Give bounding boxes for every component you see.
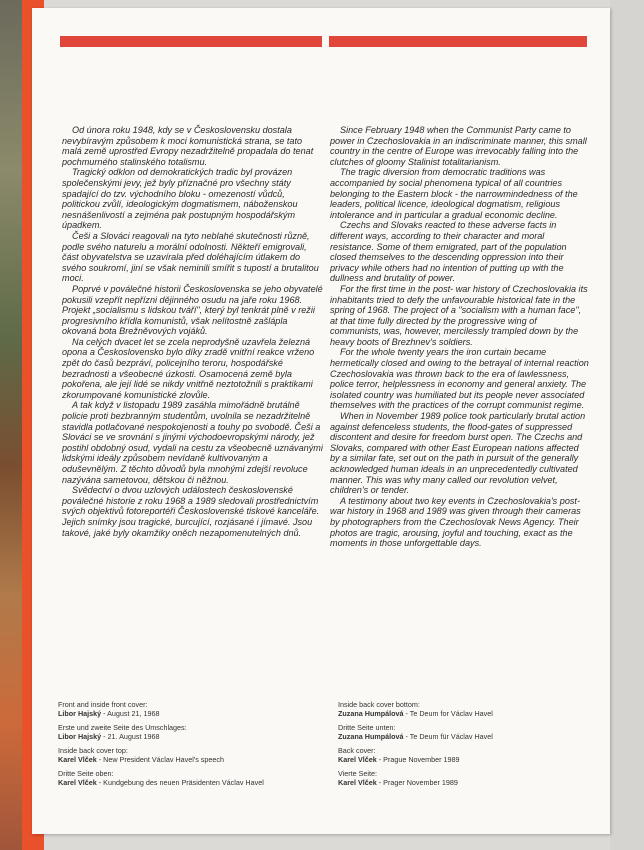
credit-detail: - Te Deum für Václav Havel: [403, 732, 493, 741]
credit-detail: - New President Václav Havel's speech: [96, 755, 224, 764]
paragraph: Since February 1948 when the Communist Party came to power in Czechoslovakia in an indiscriminate manner, this small country in the centre of Europe was irrevocably falling into the clutches of gloomy Stalinist totalitarianism.: [330, 125, 587, 167]
photo-credit: [58, 746, 308, 764]
credit-detail: - 21. August 1968: [101, 732, 160, 741]
photographer-name: Karel Vlček: [58, 755, 97, 764]
czech-text-column: [62, 125, 324, 538]
photo-credits-left: [58, 700, 308, 792]
photo-credit: [58, 769, 308, 787]
paragraph: For the first time in the post- war history of Czechoslovakia its inhabitants tried to defy the unfavourable historical fate in the spring of 1968. The project of a "socialism with a human face", at that time fully directed by the progressive wing of communists, was, however, mercilessly trampled down by the heavy boots of Brezhnev's soldiers.: [330, 283, 588, 347]
paragraph: The tragic diversion from democratic traditions was accompanied by social phenomena typical of all countries belonging to the Eastern block - the narrowmindedness of the leaders, political licence, ideological dogmatism, religious intolerance and in particular a gradual economic decline.: [330, 167, 578, 220]
photographer-name: Libor Hajský: [58, 732, 102, 741]
paragraph: Od února roku 1948, kdy se v Československu dostala nevybíravým způsobem k moci komunistická strana, se tato malá země uprostřed Evropy nezadržitelně propadala do tenat pochmurného stalinského totalismu.: [62, 125, 314, 167]
paragraph: For the whole twenty years the iron curtain became hermetically closed and owing to the betrayal of internal reaction Czechoslovakia was thrown back to the era of lawlessness, police terror, helplessness in economy and general anxiety. The isolated country was humiliated but its people never associated themselves with the practices of the corrupt communist regime.: [330, 347, 589, 411]
photographer-name: Karel Vlček: [58, 778, 97, 787]
paragraph: Svědectví o dvou uzlových událostech československé poválečné historie z roku 1968 a 1989 sledovali prostřednictvím svých objektivů fotoreportéři Československé tiskové kanceláře. Jejich snímky jsou tragické, burcující, rozjásané i jímavé. Jsou takové, jaké byly okamžiky oněch nezapomenutelných dnů.: [62, 485, 320, 538]
paragraph: Na celých dvacet let se zcela neprodyšně uzavřela železná opona a Československo bylo díky zradě vnitřní reakce vrženo zpět do časů bezpráví, policejního teroru, hospodářské bezradnosti a všeobecné úzkosti. Osamocená země byla pokořena, ale její lidé se nikdy vnitřně neztotožnili s praktikami zkorumpované komunistické zlovůle.: [62, 336, 315, 400]
credit-detail: - Te Deum for Václav Havel: [403, 709, 493, 718]
table-surface: [610, 0, 644, 850]
photographer-name: Zuzana Humpálová: [338, 732, 404, 741]
credit-label: Dritte Seite oben:: [58, 769, 114, 778]
photo-credit: [338, 700, 588, 718]
paragraph: Poprvé v poválečné historii Československa se jeho obyvatelé pokusili vzepřít nepřízni dějinného osudu na jaře roku 1968. Projekt „socialismu s lidskou tváří", který byl tenkrát plně v režii progresivního křídla komunistů, však nelítostně zašlápla okovaná bota Brežněvových vojáků.: [62, 283, 323, 337]
credit-detail: - Kundgebung des neuen Präsidenten Václav Havel: [96, 778, 264, 787]
photo-credit: [338, 723, 588, 741]
paragraph: When in November 1989 police took particularly brutal action against defenceless students, the flood-gates of suppressed discontent and desire for freedom burst open. The Czechs and Slovaks, compared with other East European nations affected by a similar fate, set out on the path in pursuit of the generally acknowledged human ideals in an unprecedentedly cultivated manner. This was why many called our revolution velvet, children's or tender.: [330, 411, 586, 496]
credit-detail: - Prague November 1989: [376, 755, 460, 764]
credit-label: Front and inside front cover:: [58, 700, 148, 709]
photo-credits-right: [338, 700, 588, 792]
header-bar-right: [329, 36, 587, 47]
photographer-name: Zuzana Humpálová: [338, 709, 404, 718]
paragraph: Czechs and Slovaks reacted to these adverse facts in different ways, according to their character and moral resistance. Some of them emigrated, part of the population closed themselves to the descending oppression into their privacy while others had no intention of putting up with the dullness and brutality of power.: [330, 220, 567, 284]
credit-detail: - August 21, 1968: [101, 709, 160, 718]
paragraph: Tragický odklon od demokratických tradic byl provázen společenskými jevy, jež byly příznačné pro všechny státy spadající do tzv. východního bloku - omezeností vůdců, politickou zvůlí, ideologickým dogmatismem, náboženskou nesnášenlivostí a zejména pak postupným hospodářským úpadkem.: [62, 167, 298, 231]
paragraph: A tak když v listopadu 1989 zasáhla mimořádně brutálně policie proti bezbranným studentům, uvolnila se nezadržitelně stavidla potlačované nespokojenosti a touhy po svobodě. Češi a Slováci se ve srovnání s jinými východoevropskými národy, jež postihl obdobný osud, vydali na cestu za všeobecně uznávanými lidskými ideály způsobem nevídaně kultivovaným a oduševnělým. Z těchto důvodů byla mnohými zdejší revoluce nazývána sametovou, dětskou či něžnou.: [62, 400, 323, 485]
photo-credit: [58, 723, 308, 741]
credit-label: Vierte Seite:: [338, 769, 378, 778]
photo-credit: [58, 700, 308, 718]
credit-label: Inside back cover top:: [58, 746, 128, 755]
photographer-name: Libor Hajský: [58, 709, 102, 718]
credit-label: Back cover:: [338, 746, 376, 755]
credit-label: Inside back cover bottom:: [338, 700, 420, 709]
photo-credit: [338, 746, 588, 764]
photographer-name: Karel Vlček: [338, 778, 377, 787]
photographer-name: Karel Vlček: [338, 755, 377, 764]
credit-label: Dritte Seite unten:: [338, 723, 396, 732]
credit-detail: - Prager November 1989: [376, 778, 458, 787]
english-text-column: [330, 125, 590, 549]
header-bar-left: [60, 36, 322, 47]
credit-label: Erste und zweite Seite des Umschlages:: [58, 723, 187, 732]
paragraph: Češi a Slováci reagovali na tyto neblahé skutečnosti různě, podle svého naturelu a morální odolnosti. Někteří emigrovali, část obyvatelstva se uzavírala před doléhajícím útlakem do svého soukromí, jiní se však neminili smířit s tupostí a brutalitou moci.: [62, 230, 319, 284]
photo-credit: [338, 769, 588, 787]
paragraph: A testimony about two key events in Czechoslovakia's post-war history in 1968 and 1989 was given through their cameras by photographers from the Czechoslovak News Agency. Their photos are tragic, arousing, joyful and touching, exact as the moments in those unforgettable days.: [330, 495, 581, 549]
